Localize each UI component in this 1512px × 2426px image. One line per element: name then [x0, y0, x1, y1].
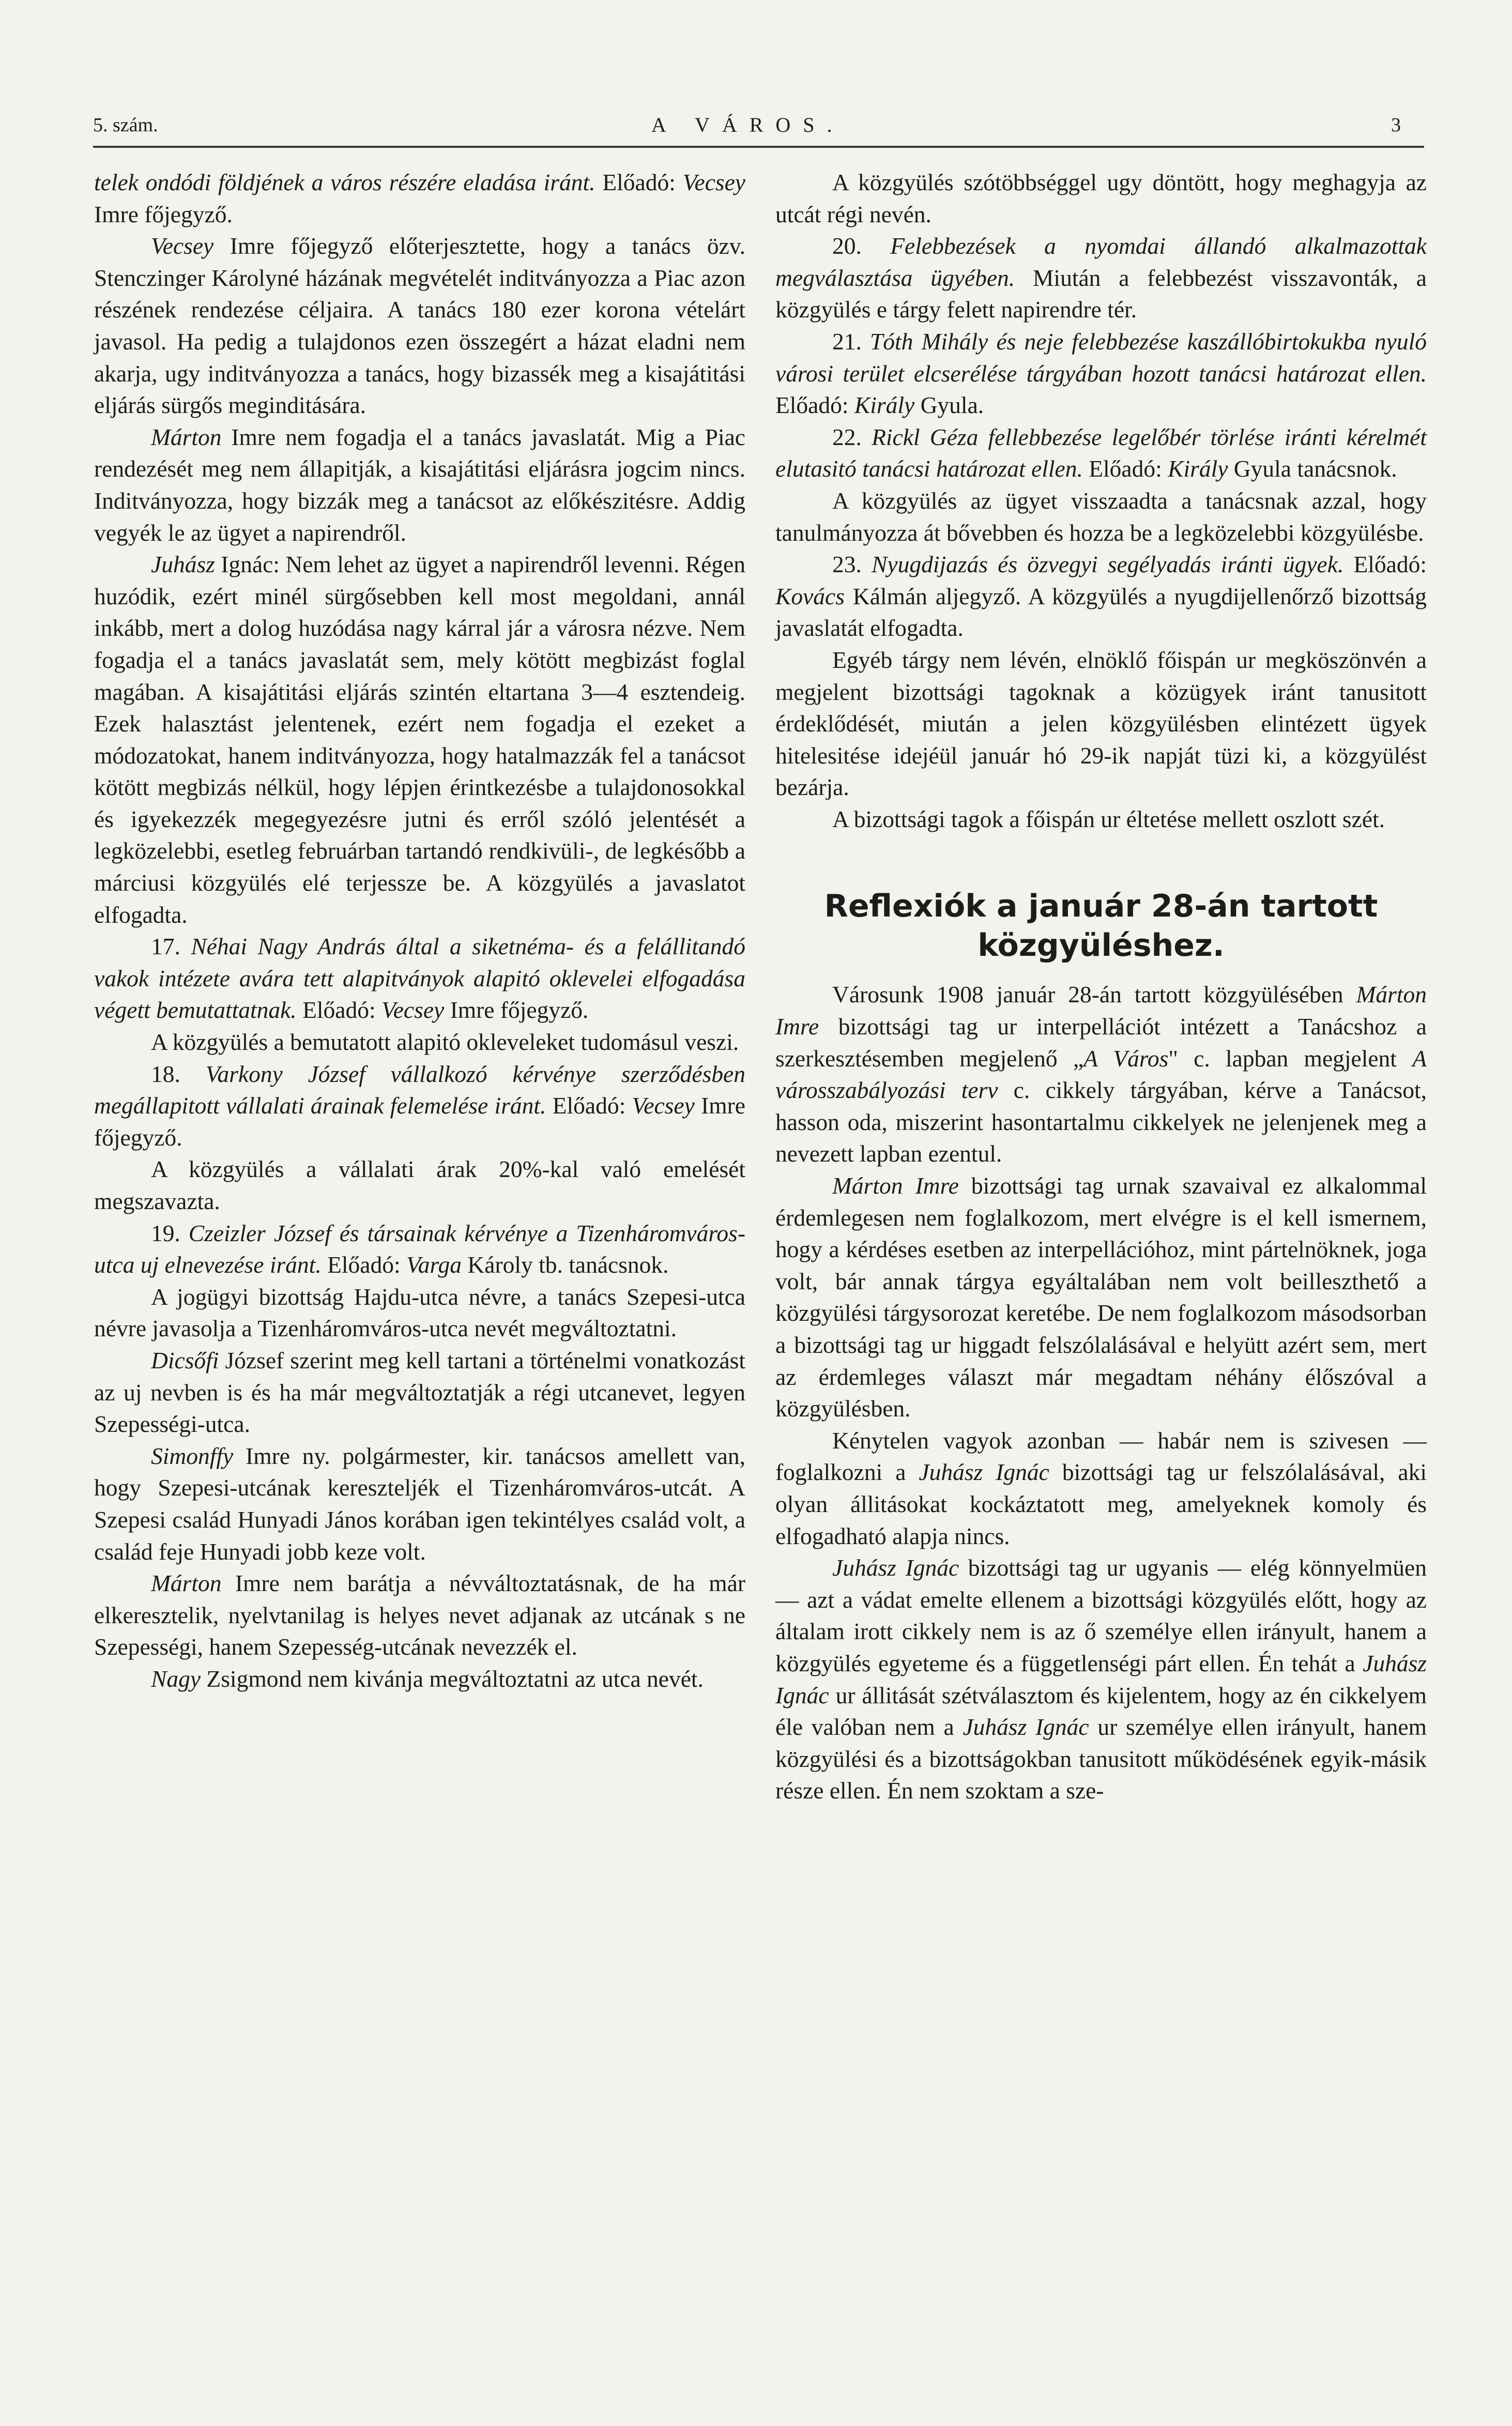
italic-text: Simonffy — [151, 1442, 234, 1469]
paragraph — [775, 803, 1427, 835]
text-run: Kálmán aljegyző. A közgyülés a nyugdijellenőrző bizottság javaslatát elfogadta. — [775, 583, 1427, 642]
text-run: 17. — [151, 933, 191, 960]
italic-text: telek ondódi földjének a város részére eladása iránt. — [94, 169, 595, 195]
paragraph — [94, 1026, 745, 1058]
text-run: c. cikkely tárgyában, kérve a Tanácsot, hasson oda, miszerint hasontartalmu cikkelyek ne jelenjenek meg a nevezett lapban ezentul. — [775, 1077, 1427, 1167]
italic-text: Vecsey — [682, 169, 745, 195]
paragraph — [94, 421, 745, 548]
italic-text: Nagy — [151, 1665, 201, 1692]
text-run: Imre nem fogadja el a tanács javaslatát. Mig a Piac rendezését meg nem állapitják, a kisajátitási eljárásra jogcim nincs. Inditványozza, hogy bizzák meg a tanácsot az előkészitésre. Addig vegyék le az ügyet a napirendről. — [94, 423, 745, 546]
italic-text: Király — [854, 392, 915, 419]
paragraph — [775, 1170, 1427, 1425]
text-run: Előadó: — [1082, 455, 1168, 482]
text-run: József szerint meg kell tartani a történelmi vonatkozást az uj nevben is és ha már megváltoztatják a régi utcanevet, legyen Szepességi-utca. — [94, 1347, 745, 1438]
paragraph — [94, 1281, 745, 1345]
italic-text: Nyugdijazás és özvegyi segélyadás iránti ügyek. — [872, 551, 1344, 578]
italic-text: Vecsey — [381, 997, 445, 1024]
italic-text: Dicsőfi — [151, 1347, 219, 1374]
right-column — [775, 166, 1427, 1807]
italic-text: Vecsey — [151, 233, 214, 260]
meeting-minutes-continued — [775, 166, 1427, 835]
paragraph — [94, 1440, 745, 1567]
paragraph — [775, 326, 1427, 421]
italic-text: Felebbezések a nyomdai állandó alkalmazottak megválasztása ügyében. — [775, 233, 1427, 291]
paragraph — [775, 230, 1427, 326]
text-run: Imre ny. polgármester, kir. tanácsos amellett van, hogy Szepesi-utcának kereszteljék el Tizenháromváros-utcát. A Szepesi család Hunyadi János korában igen tekintélyes család volt, a család feje Hunyadi jobb keze volt. — [94, 1442, 745, 1565]
text-run: Előadó: — [546, 1092, 632, 1119]
italic-text: Czeizler József és társainak kérvénye a Tizenháromváros-utca uj elnevezése iránt. — [94, 1219, 746, 1278]
text-run: Imre főjegyző. — [94, 1092, 745, 1151]
paragraph — [94, 1058, 745, 1154]
paragraph — [94, 1345, 745, 1440]
italic-text: Varkony József vállalkozó kérvénye szerződésben megállapitott vállalati árainak felemelése iránt. — [94, 1060, 745, 1119]
issue-number: 5. szám. — [93, 114, 158, 136]
italic-text: A városszabályozási terv — [775, 1045, 1427, 1104]
italic-text: Varga — [406, 1252, 462, 1278]
text-run: Gyula. — [914, 392, 984, 419]
paragraph — [94, 166, 745, 230]
text-run: Imre főjegyző. — [94, 201, 233, 227]
text-run: 19. — [151, 1219, 189, 1246]
text-run: Városunk 1908 január 28-án tartott közgyülésében — [832, 981, 1356, 1008]
paragraph — [94, 930, 745, 1026]
text-run: 20. — [832, 233, 891, 260]
text-run: 22. — [832, 423, 872, 450]
italic-text: Tóth Mihály és neje felebbezése kaszállóbirtokukba nyuló városi terület elcserélése tárgyában hozott tanácsi határozat ellen. — [775, 328, 1427, 387]
text-run: A közgyülés a bemutatott alapitó okleveleket tudomásul veszi. — [151, 1029, 739, 1056]
paragraph — [775, 1552, 1427, 1807]
text-run: bizottsági tag urnak szavaival ez alkalommal érdemlegesen nem foglalkozom, mert elvégre is el kell ismernem, hogy a kérdéses esetben az interpellációhoz, mint pártelnöknek, joga volt, bár annak tárgya egyáltalában nem volt beilleszthető a közgyülési tárgysorozat keretébe. De nem foglalkozom másodsorban a bizottsági tag ur higgadt felszólalásával e helyütt azért sem, mert az érdemleges választ már megadtam néhány élőszóval a közgyülésben. — [775, 1172, 1427, 1422]
text-run: A közgyülés szótöbbséggel ugy döntött, hogy meghagyja az utcát régi nevén. — [775, 169, 1427, 227]
article-body — [775, 979, 1427, 1806]
text-run: Károly tb. tanácsnok. — [462, 1252, 669, 1278]
italic-text: Juhász — [151, 551, 215, 578]
italic-text: Márton Imre — [832, 1172, 959, 1199]
italic-text: Márton — [151, 1570, 222, 1597]
text-run: ur személye ellen irányult, hanem közgyülési és a bizottságokban tanusitott működésének egyik-másik része ellen. Én nem szoktam a sze- — [775, 1714, 1427, 1804]
text-run: bizottsági tag ur felszólalásával, aki olyan állitásokat kockáztatott meg, amelyeknek komoly és elfogadható alapja nincs. — [775, 1459, 1427, 1549]
italic-text: Juhász Ignác — [919, 1459, 1049, 1486]
text-run: Zsigmond nem kivánja megváltoztatni az utca nevét. — [201, 1665, 704, 1692]
text-run: Kénytelen vagyok azonban — habár nem is szivesen — foglalkozni a — [775, 1427, 1427, 1486]
text-run: Imre nem barátja a névváltoztatásnak, de ha már elkeresztelik, nyelvtanilag is helyes nevet adjanak az utcának s ne Szepességi, hanem Szepesség-utcának nevezzék el. — [94, 1570, 745, 1660]
text-run: Ignác: Nem lehet az ügyet a napirendről levenni. Régen huzódik, ezért minél sürgősebben kell most megoldani, annál inkább, mert a dolog huzódása nagy kárral jár a városra nézve. Nem fogadja el a tanács javaslatát sem, mely kötött megbizást foglal magában. A kisajátitási eljárás szintén eltartana 3—4 esztendeig. Ezek halasztást jelentenek, ezért nem fogadja el ezeket a módozatokat, hanem inditványozza, hogy hatalmazzák fel a tanácsot kötött megbizás nélkül, hogy lépjen érintkezésbe a tulajdonosokkal és igyekezzék megegyezésre jutni és erről szóló jelentését a legközelebbi, esetleg februárban tartandó rendkivüli-, de legkésőbb a márciusi közgyülés elé terjessze be. A közgyülés a javaslatot elfogadta. — [94, 551, 745, 928]
text-run: Előadó: — [775, 392, 854, 419]
paragraph — [775, 1425, 1427, 1552]
text-run: Imre főjegyző. — [444, 997, 589, 1024]
italic-text: A Város — [1083, 1045, 1169, 1072]
paragraph — [775, 979, 1427, 1170]
header-rule — [93, 146, 1424, 148]
paragraph — [94, 548, 745, 930]
page-number: 3 — [1391, 114, 1401, 136]
text-run: Előadó: — [296, 997, 381, 1024]
italic-text: Juhász Ignác — [775, 1650, 1427, 1708]
left-column — [94, 166, 745, 1695]
text-run: bizottsági tag ur interpellációt intézett a Tanácshoz a szerkesztésemben megjelenő „ — [775, 1013, 1427, 1072]
paragraph — [775, 421, 1427, 485]
text-run: Előadó: — [1343, 551, 1427, 578]
text-run: 23. — [832, 551, 872, 578]
text-run: A bizottsági tagok a főispán ur éltetése mellett oszlott szét. — [832, 805, 1385, 832]
paragraph — [775, 485, 1427, 548]
page-header — [93, 110, 1401, 141]
text-run: Egyéb tárgy nem lévén, elnöklő főispán ur megköszönvén a megjelent bizottsági tagoknak a közügyek iránt tanusitott érdeklődését, miután a jelen közgyülésben elintézett ügyek hitelesitése idejéül január hó 29-ik napját tüzi ki, a közgyülést bezárja. — [775, 646, 1427, 801]
text-run: Imre főjegyző előterjesztette, hogy a tanács özv. Stenczinger Károlyné házának megvételét inditványozza a Piac azon részének rendezése céljaira. A tanács 180 ezer korona vételárt javasol. Ha pedig a tulajdonos ezen összegért a házat eladni nem akarja, ugy inditványozza a tanács, hogy bizassék meg a kisajátitási eljárás sürgős meginditására. — [94, 233, 745, 419]
italic-text: Juhász Ignác — [832, 1554, 959, 1581]
italic-text: Rickl Géza fellebbezése legelőbér törlése iránti kérelmét elutasitó tanácsi határozat ellen. — [775, 423, 1427, 482]
paragraph — [94, 1153, 745, 1217]
italic-text: Kovács — [775, 583, 845, 609]
text-run: A közgyülés az ügyet visszaadta a tanácsnak azzal, hogy tanulmányozza át bővebben és hozza be a legközelebbi közgyülésbe. — [775, 487, 1427, 546]
text-run: bizottsági tag ur ugyanis — elég könnyelmüen — azt a vádat emelte ellenem a bizottsági közgyülés előtt, hogy az általam irott cikkely nem is az ő személye ellen irányult, hanem a közgyülés egyeteme és a függetlenségi párt ellen. Én tehát a — [775, 1554, 1427, 1676]
paragraph — [775, 166, 1427, 230]
text-run: Gyula tanácsnok. — [1228, 455, 1397, 482]
italic-text: Márton — [151, 423, 222, 450]
italic-text: Márton Imre — [775, 981, 1427, 1040]
paragraph — [775, 548, 1427, 644]
paragraph — [94, 230, 745, 421]
text-run: " c. lapban megjelent — [1168, 1045, 1413, 1072]
text-run: 21. — [832, 328, 870, 355]
text-run: A jogügyi bizottság Hajdu-utca névre, a tanács Szepesi-utca névre javasolja a Tizenháromváros-utca nevét megváltoztatni. — [94, 1283, 745, 1342]
paragraph — [94, 1663, 745, 1695]
text-run: A közgyülés a vállalati árak 20%-kal való emelését megszavazta. — [94, 1156, 745, 1214]
article-heading: Reflexiók a január 28-án tartott közgyüléshez. — [824, 888, 1378, 964]
text-run: Előadó: — [595, 169, 683, 195]
paragraph — [775, 644, 1427, 803]
italic-text: Király — [1168, 455, 1228, 482]
text-run: Előadó: — [321, 1252, 406, 1278]
text-run: Miután a felebbezést visszavonták, a közgyülés e tárgy felett napirendre tér. — [775, 264, 1427, 323]
italic-text: Néhai Nagy András által a siketnéma- és a felállitandó vakok intézete avára tett alapitványok alapitó oklevelei elfogadása végett bemutattatnak. — [94, 933, 745, 1024]
paragraph — [94, 1217, 745, 1281]
newspaper-title: A VÁROS. — [651, 113, 845, 136]
italic-text: Vecsey — [632, 1092, 695, 1119]
italic-text: Juhász Ignác — [963, 1714, 1089, 1741]
text-run: 18. — [151, 1060, 206, 1087]
text-run: ur állitását szétválasztom és kijelentem, hogy az én cikkelyem éle valóban nem a — [775, 1682, 1427, 1741]
paragraph — [94, 1567, 745, 1663]
